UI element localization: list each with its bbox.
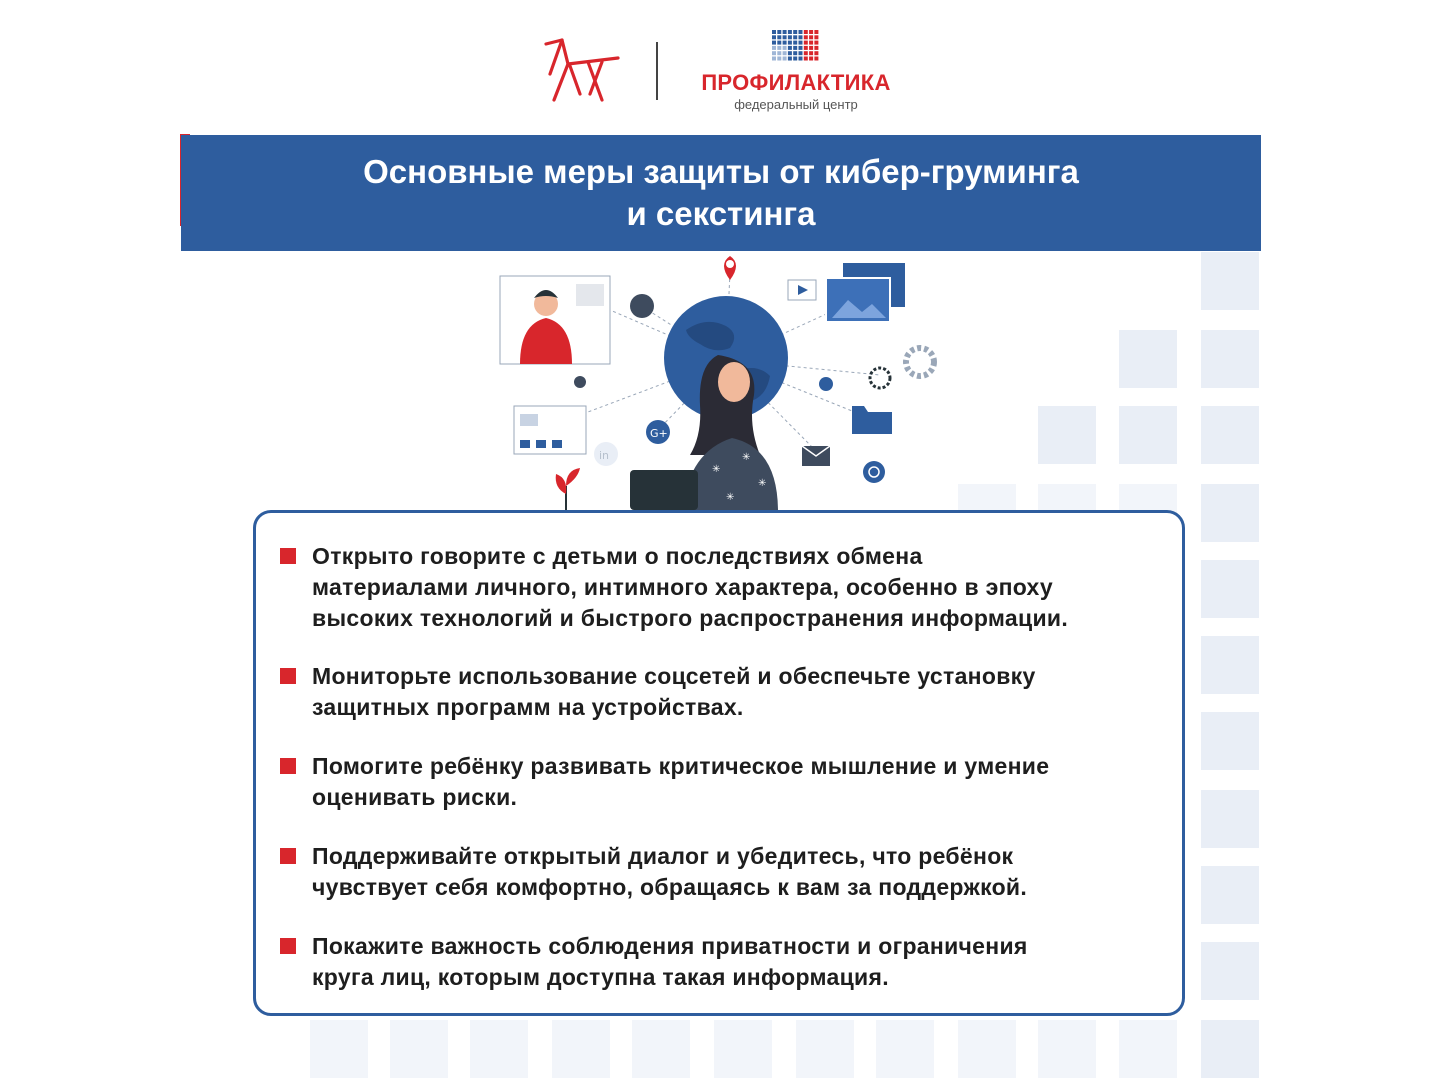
svg-text:✳: ✳ — [742, 452, 751, 463]
linkedin-icon — [594, 442, 618, 466]
advice-text: Помогите ребёнку развивать критическое мышление и умение оценивать риски. — [312, 753, 1050, 810]
pinterest-icon — [819, 377, 833, 391]
svg-text:✳: ✳ — [758, 478, 767, 489]
advice-text: Поддерживайте открытый диалог и убедитесь, что ребёнок чувствует себя комфортно, обращаясь к вам за поддержкой. — [312, 843, 1028, 900]
advice-item — [312, 751, 1182, 813]
svg-text:G+: G+ — [650, 427, 668, 440]
advice-item — [312, 931, 1182, 993]
page-title-line-2: и секстинга — [626, 195, 816, 232]
advice-text: Открыто говорите с детьми о последствиях обмена материалами личного, интимного характера, особенно в эпоху высоких технологий и быстрого распространения информации. — [312, 543, 1069, 631]
advice-text: Мониторьте использование соцсетей и обеспечьте установку защитных программ на устройствах. — [312, 663, 1036, 720]
bullet-square-icon — [280, 758, 296, 774]
video-call-window — [500, 276, 610, 364]
plant-decoration — [556, 468, 580, 510]
svg-text:✳: ✳ — [712, 464, 721, 475]
logo-divider — [656, 42, 658, 100]
logo-subtitle: федеральный центр — [734, 97, 858, 112]
gear-icon — [870, 348, 934, 388]
svg-text:in: in — [599, 449, 610, 462]
mail-icon — [802, 446, 830, 466]
profilaktika-logo-mark — [772, 30, 820, 62]
bullet-square-icon — [280, 548, 296, 564]
organization-logo — [540, 36, 624, 106]
logo-title: ПРОФИЛАКТИКА — [701, 70, 891, 95]
advice-item — [312, 541, 1182, 634]
svg-text:✳: ✳ — [726, 492, 735, 503]
image-icon — [826, 262, 906, 322]
bullet-square-icon — [280, 848, 296, 864]
advice-item — [312, 661, 1182, 723]
google-plus-icon — [646, 420, 670, 444]
bullet-square-icon — [280, 938, 296, 954]
play-icon — [788, 280, 816, 300]
advice-item — [312, 841, 1182, 903]
page-title-line-1: Основные меры защиты от кибер-груминга — [363, 153, 1079, 190]
title-banner — [181, 135, 1261, 251]
bullet-square-icon — [280, 668, 296, 684]
cyber-safety-illustration — [490, 250, 950, 512]
whatsapp-icon — [863, 461, 885, 483]
advice-text: Покажите важность соблюдения приватности и ограничения круга лиц, которым доступна такая информация. — [312, 933, 1028, 990]
location-pin-icon — [724, 256, 736, 280]
advice-card — [253, 510, 1185, 1016]
web-page-icon — [514, 406, 586, 454]
folder-icon — [852, 406, 892, 434]
